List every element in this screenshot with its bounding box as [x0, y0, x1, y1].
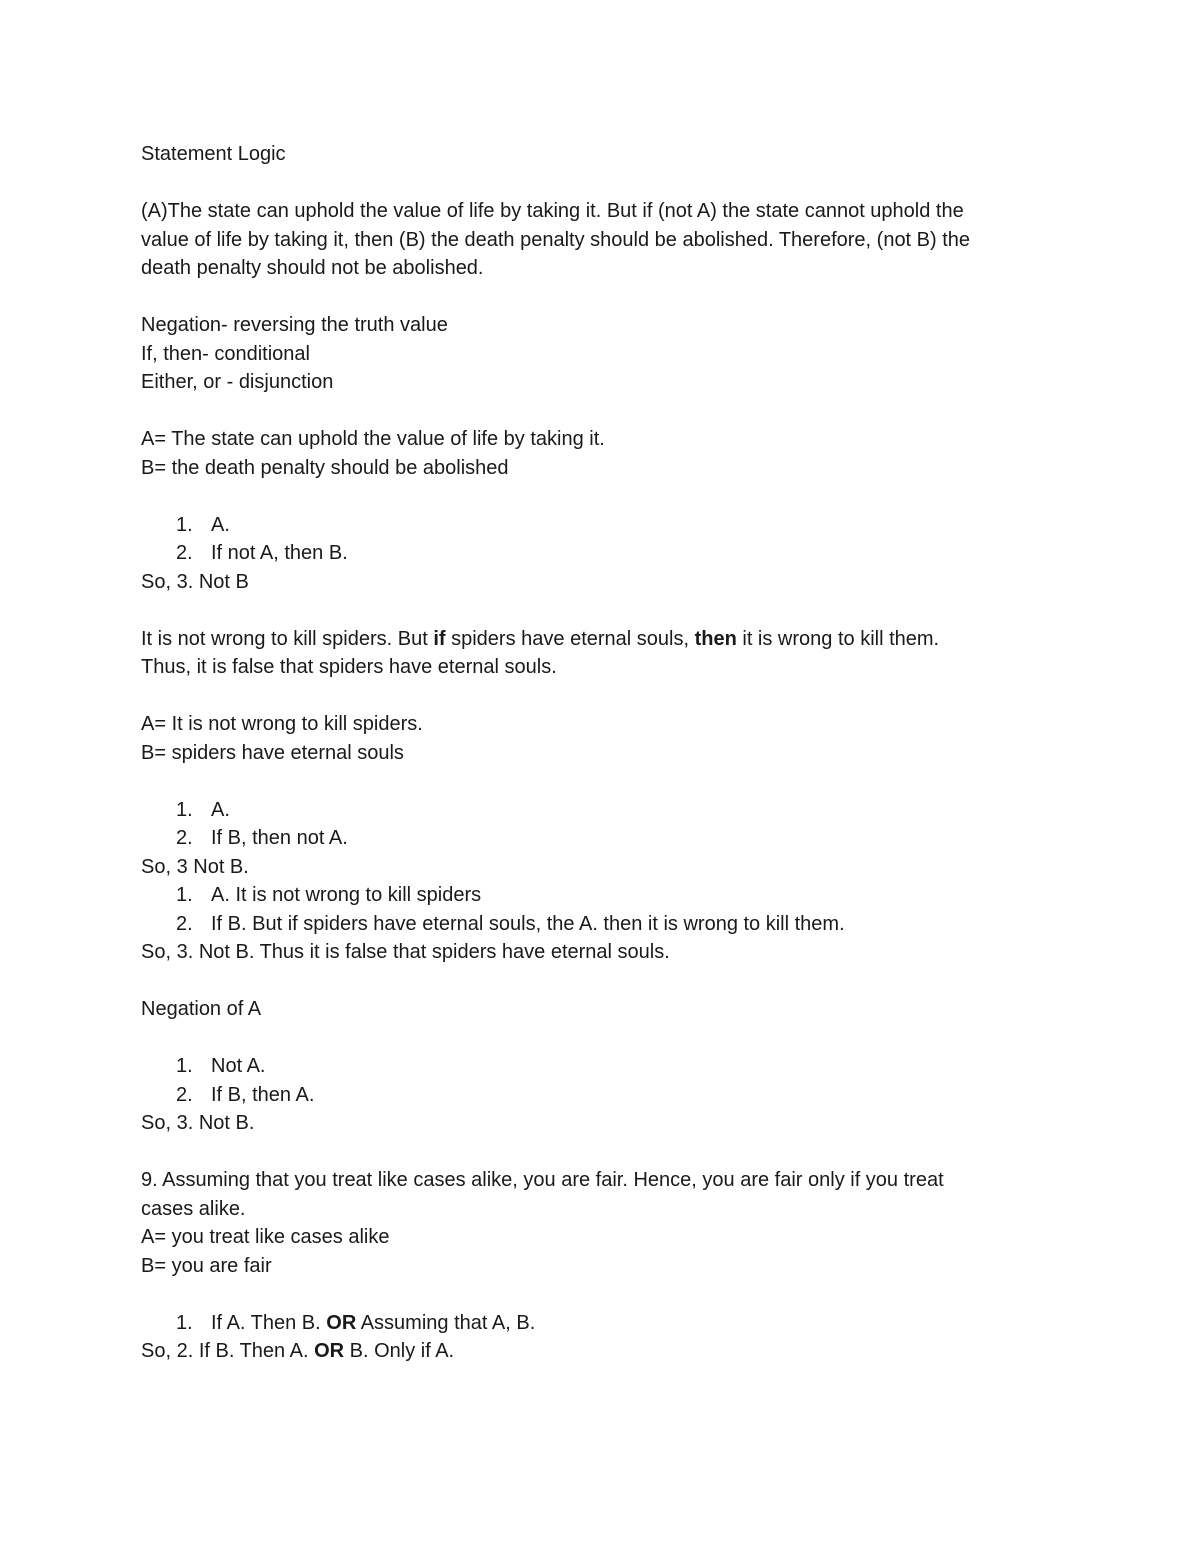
definition-disjunction: Either, or - disjunction — [141, 371, 334, 393]
ex4-line-1: 9. Assuming that you treat like cases alike, you are fair. Hence, you are fair only if you treat — [141, 1169, 944, 1191]
spacer — [141, 682, 1061, 711]
list-text: A. It is not wrong to kill spiders — [211, 884, 482, 906]
list-number: 1. — [176, 798, 193, 821]
ex2-conclusion-2: So, 3. Not B. Thus it is false that spiders have eternal souls. — [141, 941, 670, 963]
list-number: 2. — [176, 827, 193, 849]
spacer — [141, 1138, 1061, 1167]
spacer — [141, 482, 1061, 511]
list-text: A. — [211, 513, 230, 536]
list-item — [141, 539, 1061, 568]
spacer — [141, 283, 1061, 312]
ex1-b-definition: B= the death penalty should be abolished — [141, 456, 509, 479]
bold-or: OR — [314, 1340, 345, 1362]
spacer — [141, 1280, 1061, 1309]
intro-line-3: death penalty should not be abolished. — [141, 257, 484, 279]
intro-line-2: value of life by taking it, then (B) the death penalty should be abolished. Therefore, (not B) the — [141, 228, 971, 251]
list-item — [141, 796, 1061, 825]
list-item — [141, 881, 1061, 910]
list-text: If A. Then B. — [211, 1311, 327, 1334]
ex2-argument-line-2: Thus, it is false that spiders have eternal souls. — [141, 656, 557, 678]
ex4-line-2: cases alike. — [141, 1197, 246, 1220]
ex3-heading: Negation of A — [141, 998, 262, 1020]
ex4-b-definition: B= you are fair — [141, 1254, 272, 1277]
spacer — [141, 967, 1061, 996]
list-item — [141, 1081, 1061, 1110]
intro-line-1: (A)The state can uphold the value of life by taking it. But if (not A) the state cannot uphold the — [141, 200, 964, 222]
list-item — [141, 1052, 1061, 1081]
bold-or: OR — [326, 1311, 357, 1334]
list-number: 2. — [176, 912, 193, 935]
list-number: 2. — [176, 1083, 193, 1106]
ex2-text: It is not wrong to kill spiders. But — [141, 627, 434, 650]
list-item — [141, 511, 1061, 540]
list-number: 1. — [176, 1311, 193, 1334]
list-item — [141, 824, 1061, 853]
ex2-conclusion: So, 3 Not B. — [141, 855, 249, 878]
list-text: If B, then not A. — [211, 827, 348, 849]
ex2-argument-line-1 — [141, 625, 1061, 654]
list-number: 1. — [176, 1055, 193, 1077]
list-number: 2. — [176, 542, 193, 564]
spacer — [141, 767, 1061, 796]
definition-conditional: If, then- conditional — [141, 342, 310, 365]
ex2-b-definition: B= spiders have eternal souls — [141, 741, 404, 764]
list-text: If B, then A. — [211, 1083, 315, 1106]
list-item — [141, 910, 1061, 939]
document-title: Statement Logic — [141, 143, 286, 165]
ex1-a-definition: A= The state can uphold the value of life by taking it. — [141, 428, 605, 450]
list-number: 1. — [176, 513, 193, 536]
conclusion-text: So, 2. If B. Then A. — [141, 1340, 315, 1362]
ex2-text: spiders have eternal souls, — [445, 627, 695, 650]
list-number: 1. — [176, 884, 193, 906]
ex2-a-definition: A= It is not wrong to kill spiders. — [141, 713, 423, 735]
ex2-bold-then: then — [694, 627, 737, 650]
spacer — [141, 1024, 1061, 1053]
list-text: A. — [211, 798, 230, 821]
spacer — [141, 169, 1061, 198]
spacer — [141, 397, 1061, 426]
document-page — [141, 140, 1061, 1366]
ex4-conclusion — [141, 1337, 1061, 1366]
list-text: If not A, then B. — [211, 542, 348, 564]
conclusion-text: B. Only if A. — [344, 1340, 455, 1362]
list-text: If B. But if spiders have eternal souls, the A. then it is wrong to kill them. — [211, 912, 845, 935]
ex2-text: it is wrong to kill them. — [736, 627, 940, 650]
list-item — [141, 1309, 1061, 1338]
ex2-bold-if: if — [433, 627, 446, 650]
ex3-conclusion: So, 3. Not B. — [141, 1112, 255, 1134]
list-text: Not A. — [211, 1055, 266, 1077]
definition-negation: Negation- reversing the truth value — [141, 314, 448, 336]
ex4-a-definition: A= you treat like cases alike — [141, 1226, 390, 1248]
list-text: Assuming that A, B. — [356, 1311, 536, 1334]
spacer — [141, 596, 1061, 625]
ex1-conclusion: So, 3. Not B — [141, 570, 249, 593]
